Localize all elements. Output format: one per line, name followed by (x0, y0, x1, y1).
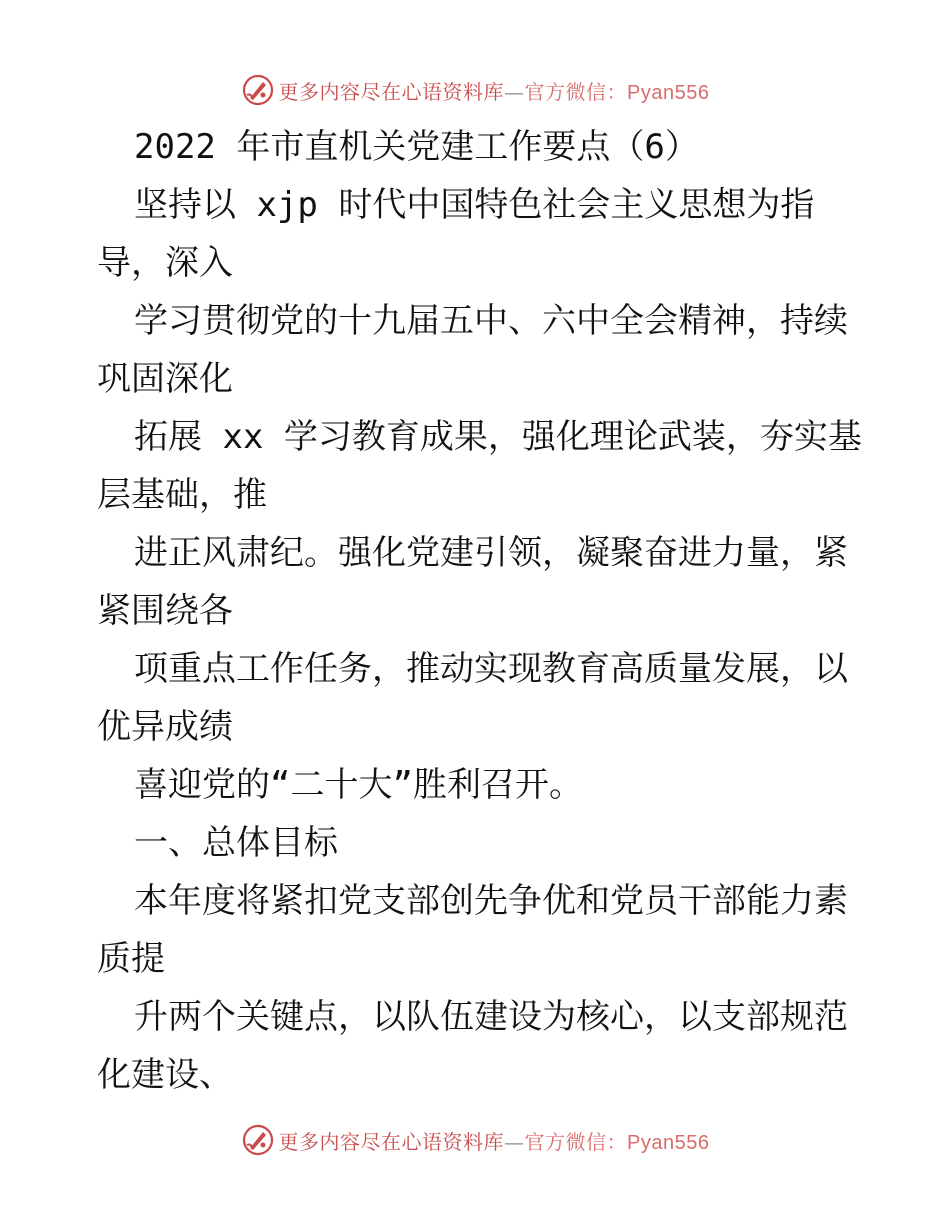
quill-pen-logo-icon (241, 1123, 275, 1157)
paragraph-line: 优异成绩 (97, 707, 233, 747)
footer-banner (0, 1120, 950, 1160)
footer-banner-text (279, 1126, 710, 1155)
paragraph-line: 层基础，推 (97, 475, 267, 515)
document-body (0, 118, 950, 1104)
paragraph-line: 化建设、 (97, 1055, 233, 1095)
header-banner-text (279, 76, 710, 105)
paragraph-line: 导，深入 (97, 243, 233, 283)
footer-banner-separator: — (504, 1129, 525, 1154)
quill-pen-logo-icon (241, 73, 275, 107)
paragraph-line: 学习贯彻党的十九届五中、六中全会精神，持续 (134, 301, 848, 341)
paragraph-line: 升两个关键点，以队伍建设为核心，以支部规范 (134, 997, 848, 1037)
header-banner (0, 70, 950, 110)
header-banner-wechat: 官方微信：Pyan556 (524, 81, 710, 104)
paragraph-line: 巩固深化 (97, 359, 233, 399)
paragraph-line: 质提 (97, 939, 165, 979)
paragraph-line: 进正风肃纪。强化党建引领，凝聚奋进力量，紧 (134, 533, 848, 573)
paragraph-line: 本年度将紧扣党支部创先争优和党员干部能力素 (134, 881, 848, 921)
document-title: 2022 年市直机关党建工作要点（6） (134, 127, 699, 167)
footer-banner-main: 更多内容尽在心语资料库 (278, 1129, 505, 1154)
paragraph-line: 项重点工作任务，推动实现教育高质量发展，以 (134, 649, 848, 689)
header-banner-main: 更多内容尽在心语资料库 (278, 79, 505, 104)
paragraph-line: 坚持以 xjp 时代中国特色社会主义思想为指 (134, 185, 815, 225)
footer-banner-wechat: 官方微信：Pyan556 (524, 1131, 710, 1154)
paragraph-line: 紧围绕各 (97, 591, 233, 631)
paragraph-line: 拓展 xx 学习教育成果，强化理论武装，夯实基 (134, 417, 862, 457)
header-banner-separator: — (504, 79, 525, 104)
section-heading: 一、总体目标 (134, 823, 338, 863)
paragraph-line: 喜迎党的“二十大”胜利召开。 (134, 765, 583, 805)
